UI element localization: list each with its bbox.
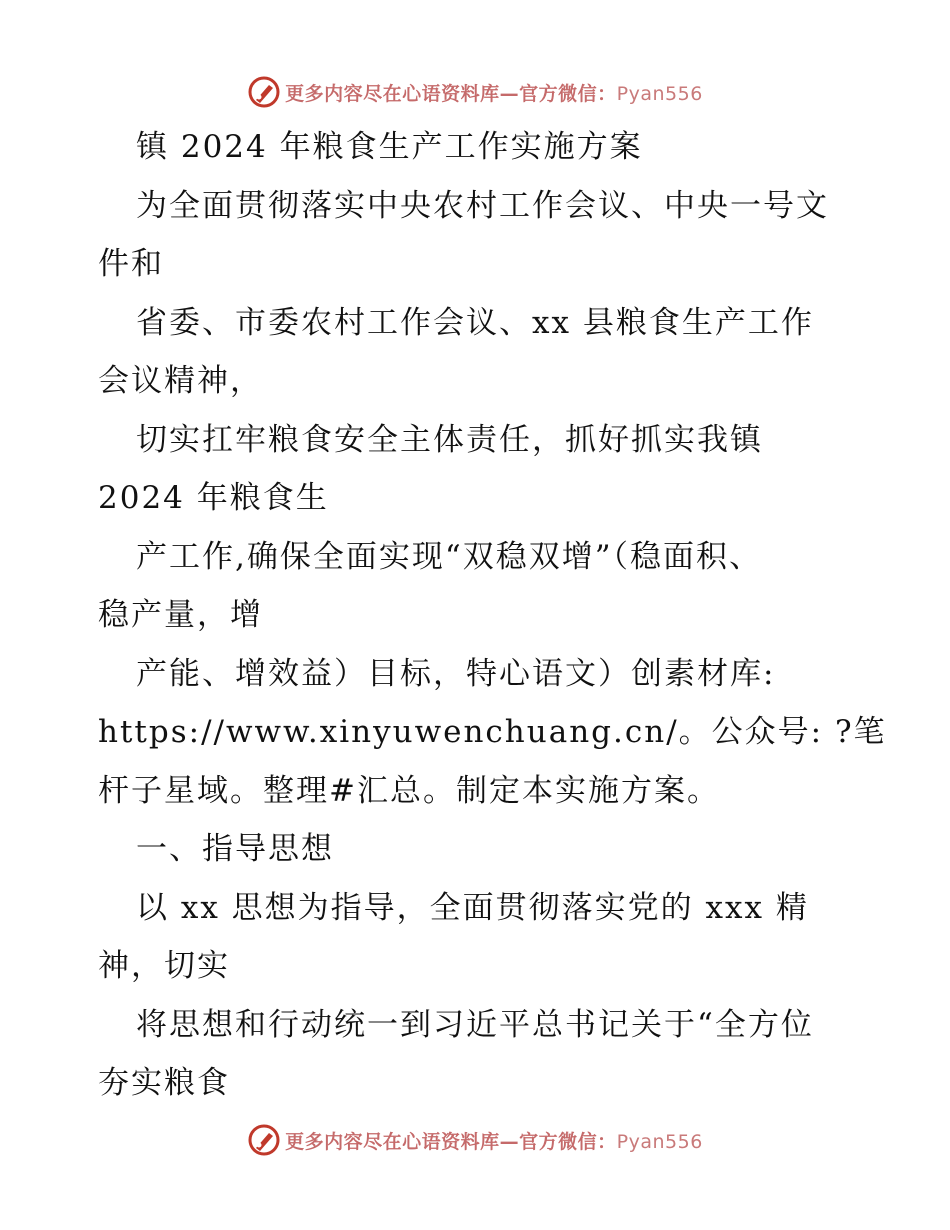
text-line: 产工作,确保全面实现“双稳双增”（稳面积、: [136, 538, 763, 575]
text-line: 以 xx 思想为指导，全面贯彻落实党的 xxx 精: [136, 889, 809, 926]
text-line: 夯实粮食: [98, 1065, 230, 1101]
watermark-text: 更多内容尽在心语资料库—官方微信：Pyan556: [285, 1130, 703, 1153]
document-body: [98, 118, 887, 1113]
text-line: 镇 2024 年粮食生产工作实施方案: [136, 129, 643, 165]
pen-logo-icon: [247, 75, 281, 109]
text-line: 稳产量，增: [98, 597, 263, 633]
text-line: https://www.xinyuwenchuang.cn/。公众号: ?笔: [98, 714, 887, 750]
text-line: 杆子星域。整理#汇总。制定本实施方案。: [98, 772, 720, 809]
text-line: 产能、增效益）目标，特心语文）创素材库:: [136, 655, 776, 692]
text-line: 神，切实: [98, 948, 230, 984]
footer-watermark: [0, 1120, 950, 1160]
text-line: 一、指导思想: [136, 831, 334, 867]
pen-logo-icon: [247, 1123, 281, 1157]
header-watermark: [0, 72, 950, 112]
text-line: 为全面贯彻落实中央农村工作会议、中央一号文: [136, 187, 829, 224]
watermark-text: 更多内容尽在心语资料库—官方微信：Pyan556: [285, 82, 703, 105]
text-line: 件和: [98, 246, 164, 282]
text-line: 会议精神，: [98, 363, 263, 399]
text-line: 将思想和行动统一到习近平总书记关于“全方位: [136, 1006, 814, 1043]
text-line: 切实扛牢粮食安全主体责任，抓好抓实我镇: [136, 421, 763, 458]
text-line: 2024 年粮食生: [98, 480, 329, 516]
text-line: 省委、市委农村工作会议、xx 县粮食生产工作: [136, 304, 814, 341]
